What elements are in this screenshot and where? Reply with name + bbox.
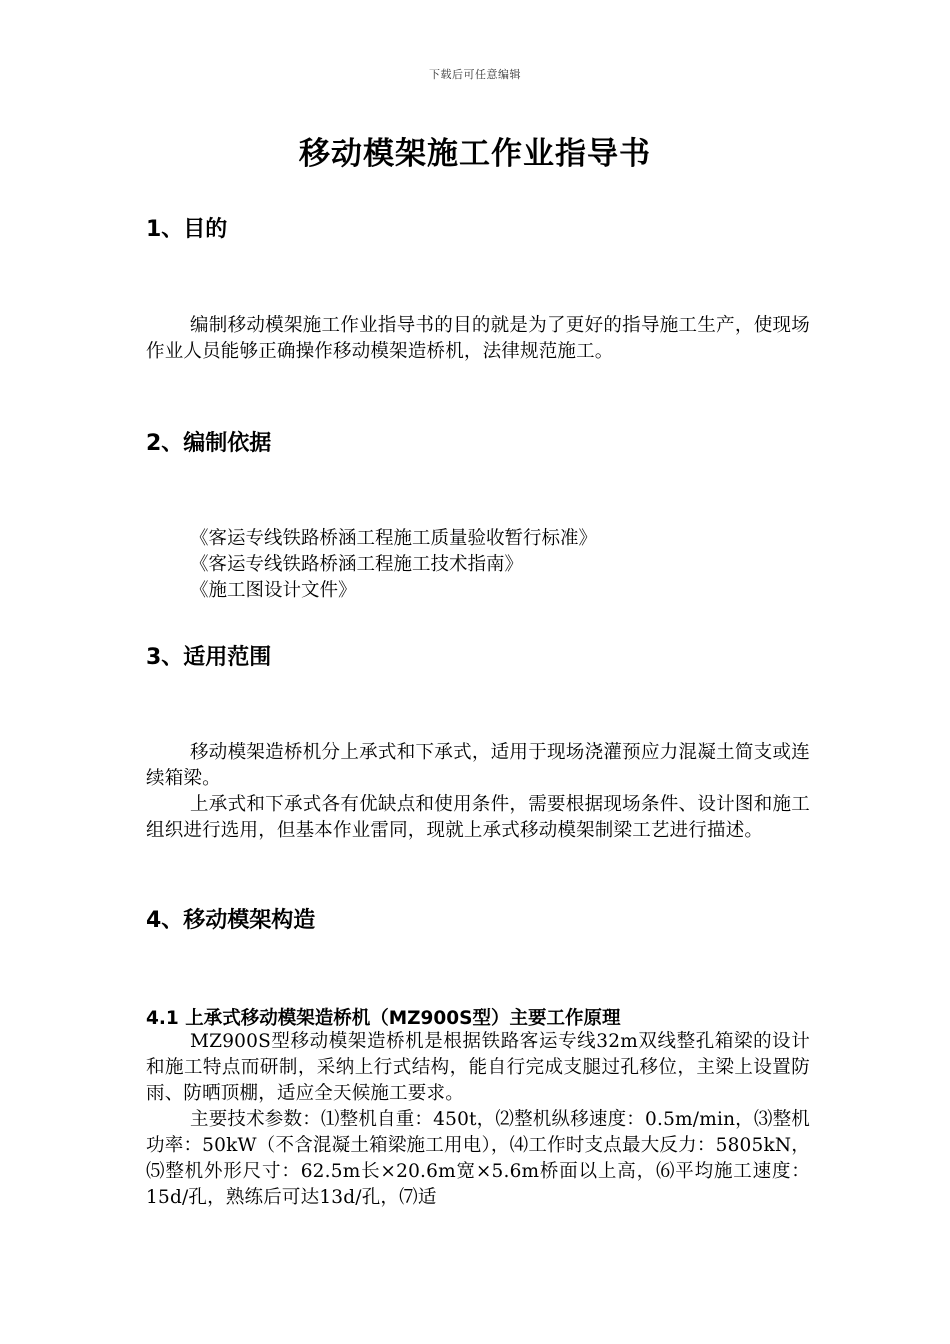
subsection-heading-principle: 4.1 上承式移动模架造桥机（MZ900S型）主要工作原理 [146,1008,621,1029]
section-heading-purpose: 1、目的 [146,217,228,242]
paragraph-purpose: 编制移动模架施工作业指导书的目的就是为了更好的指导施工生产，使现场作业人员能够正确操作移动模架造桥机，法律规范施工。 [146,315,810,362]
paragraph-scope-1: 移动模架造桥机分上承式和下承式，适用于现场浇灌预应力混凝土简支或连续箱梁。 [146,742,810,789]
header-note: 下载后可任意编辑 [429,68,521,81]
paragraph-principle-1: MZ900S型移动模架造桥机是根据铁路客运专线32m双线整孔箱梁的设计和施工特点而研制，采纳上行式结构，能自行完成支腿过孔移位，主梁上设置防雨、防晒顶棚，适应全天候施工要求。 [146,1031,810,1104]
reference-item: 《客运专线铁路桥涵工程施工技术指南》 [190,554,524,575]
section-heading-scope: 3、适用范围 [146,645,272,670]
reference-item: 《施工图设计文件》 [190,580,357,601]
paragraph-principle-2: 主要技术参数：⑴整机自重：450t，⑵整机纵移速度：0.5m/min，⑶整机功率：50kW（不含混凝土箱梁施工用电），⑷工作时支点最大反力：5805kN，⑸整机外形尺寸：62.5m长×20.6m宽×5.6m桥面以上高，⑹平均施工速度：15d/孔，熟练后可达13d/孔，⑺适 [146,1109,810,1208]
paragraph-scope-2: 上承式和下承式各有优缺点和使用条件，需要根据现场条件、设计图和施工组织进行选用，但基本作业雷同，现就上承式移动模架制梁工艺进行描述。 [146,794,810,841]
section-heading-structure: 4、移动模架构造 [146,908,316,933]
reference-item: 《客运专线铁路桥涵工程施工质量验收暂行标准》 [190,528,598,549]
section-heading-basis: 2、编制依据 [146,431,272,456]
document-title: 移动模架施工作业指导书 [299,136,651,172]
